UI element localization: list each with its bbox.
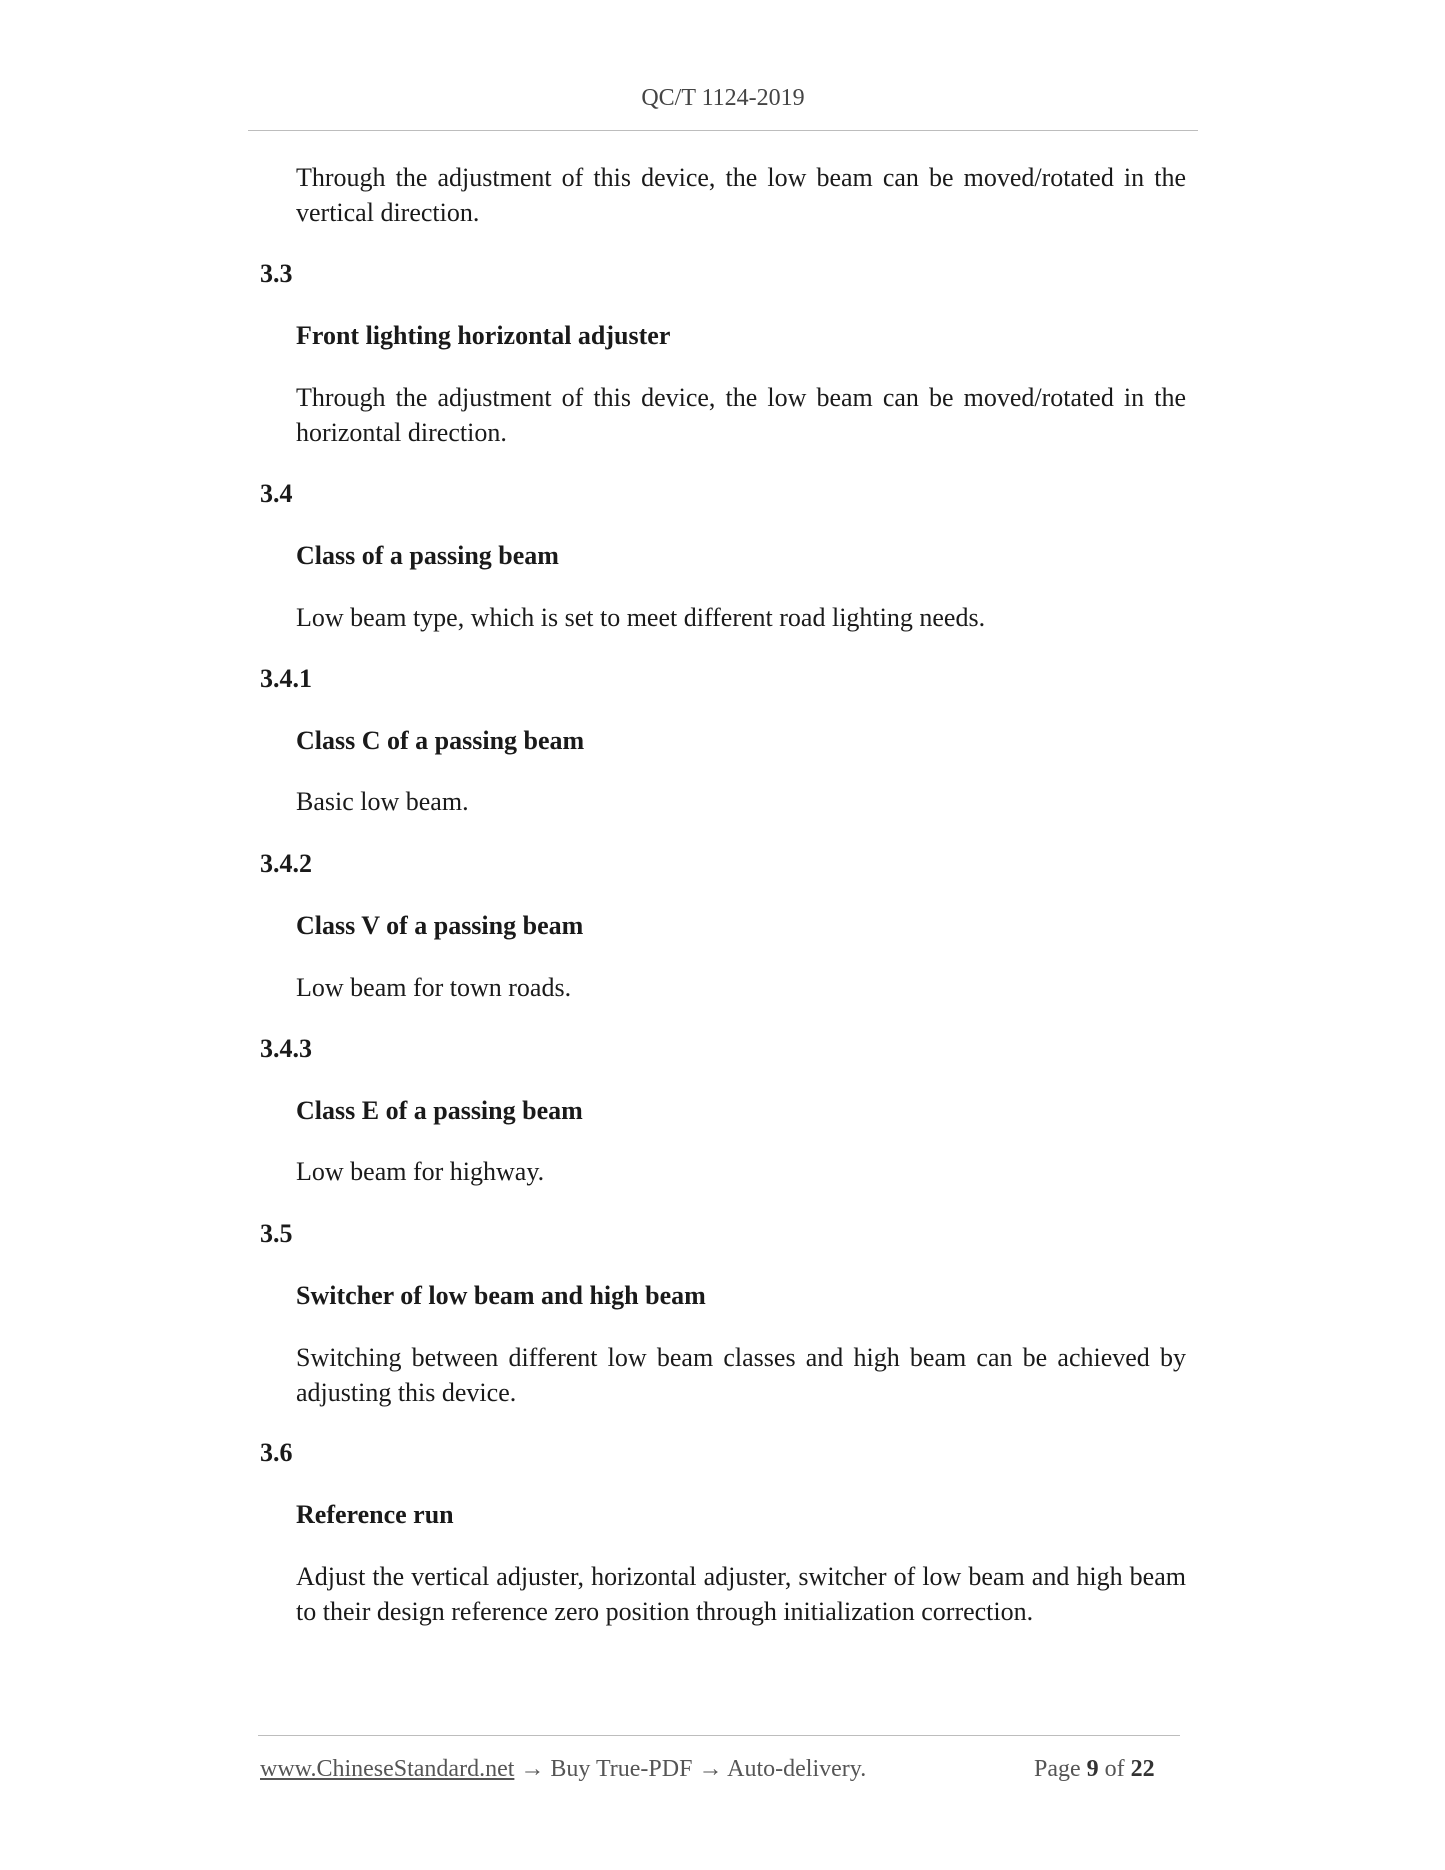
section-number-3-3: 3.3 [260, 259, 293, 288]
section-number-3-4-3: 3.4.3 [260, 1034, 312, 1063]
page-of-label: of [1104, 1756, 1125, 1782]
term-heading-3-5: Switcher of low beam and high beam [296, 1281, 706, 1310]
section-number-3-4-1: 3.4.1 [260, 664, 312, 693]
buy-true-pdf-text: Buy True-PDF [550, 1756, 693, 1782]
header-divider [248, 130, 1198, 131]
page-indicator [1034, 1754, 1155, 1784]
term-heading-3-3: Front lighting horizontal adjuster [296, 321, 671, 350]
definition-3-5: Switching between different low beam classes and high beam can be achieved by adjusting this device. [296, 1343, 1186, 1407]
term-heading-3-4-2: Class V of a passing beam [296, 911, 584, 940]
site-link[interactable]: www.ChineseStandard.net [260, 1756, 515, 1782]
definition-3-4: Low beam type, which is set to meet different road lighting needs. [296, 603, 986, 632]
definition-3-4-3: Low beam for highway. [296, 1157, 545, 1186]
term-heading-3-6: Reference run [296, 1500, 454, 1529]
term-heading-3-4-1: Class C of a passing beam [296, 726, 585, 755]
section-number-3-6: 3.6 [260, 1438, 293, 1467]
definition-3-4-1: Basic low beam. [296, 787, 469, 816]
page-total: 22 [1130, 1756, 1155, 1782]
intro-paragraph: Through the adjustment of this device, the low beam can be moved/rotated in the vertical direction. [296, 163, 1186, 227]
footer-divider [258, 1735, 1180, 1736]
section-number-3-4-2: 3.4.2 [260, 849, 312, 878]
definition-3-6: Adjust the vertical adjuster, horizontal adjuster, switcher of low beam and high beam to their design reference zero position through initialization correction. [296, 1562, 1186, 1626]
page-label: Page [1034, 1756, 1081, 1782]
term-heading-3-4-3: Class E of a passing beam [296, 1096, 583, 1125]
arrow-right-icon: → [520, 1756, 545, 1782]
arrow-right-icon: → [698, 1756, 723, 1782]
section-number-3-5: 3.5 [260, 1219, 293, 1248]
definition-3-4-2: Low beam for town roads. [296, 973, 572, 1002]
page-header-doc-code: QC/T 1124-2019 [641, 85, 805, 111]
footer-promo [260, 1754, 866, 1784]
section-number-3-4: 3.4 [260, 479, 293, 508]
auto-delivery-text: Auto-delivery. [727, 1756, 867, 1782]
page-current: 9 [1086, 1756, 1099, 1782]
definition-3-3: Through the adjustment of this device, the low beam can be moved/rotated in the horizontal direction. [296, 383, 1186, 447]
term-heading-3-4: Class of a passing beam [296, 541, 559, 570]
